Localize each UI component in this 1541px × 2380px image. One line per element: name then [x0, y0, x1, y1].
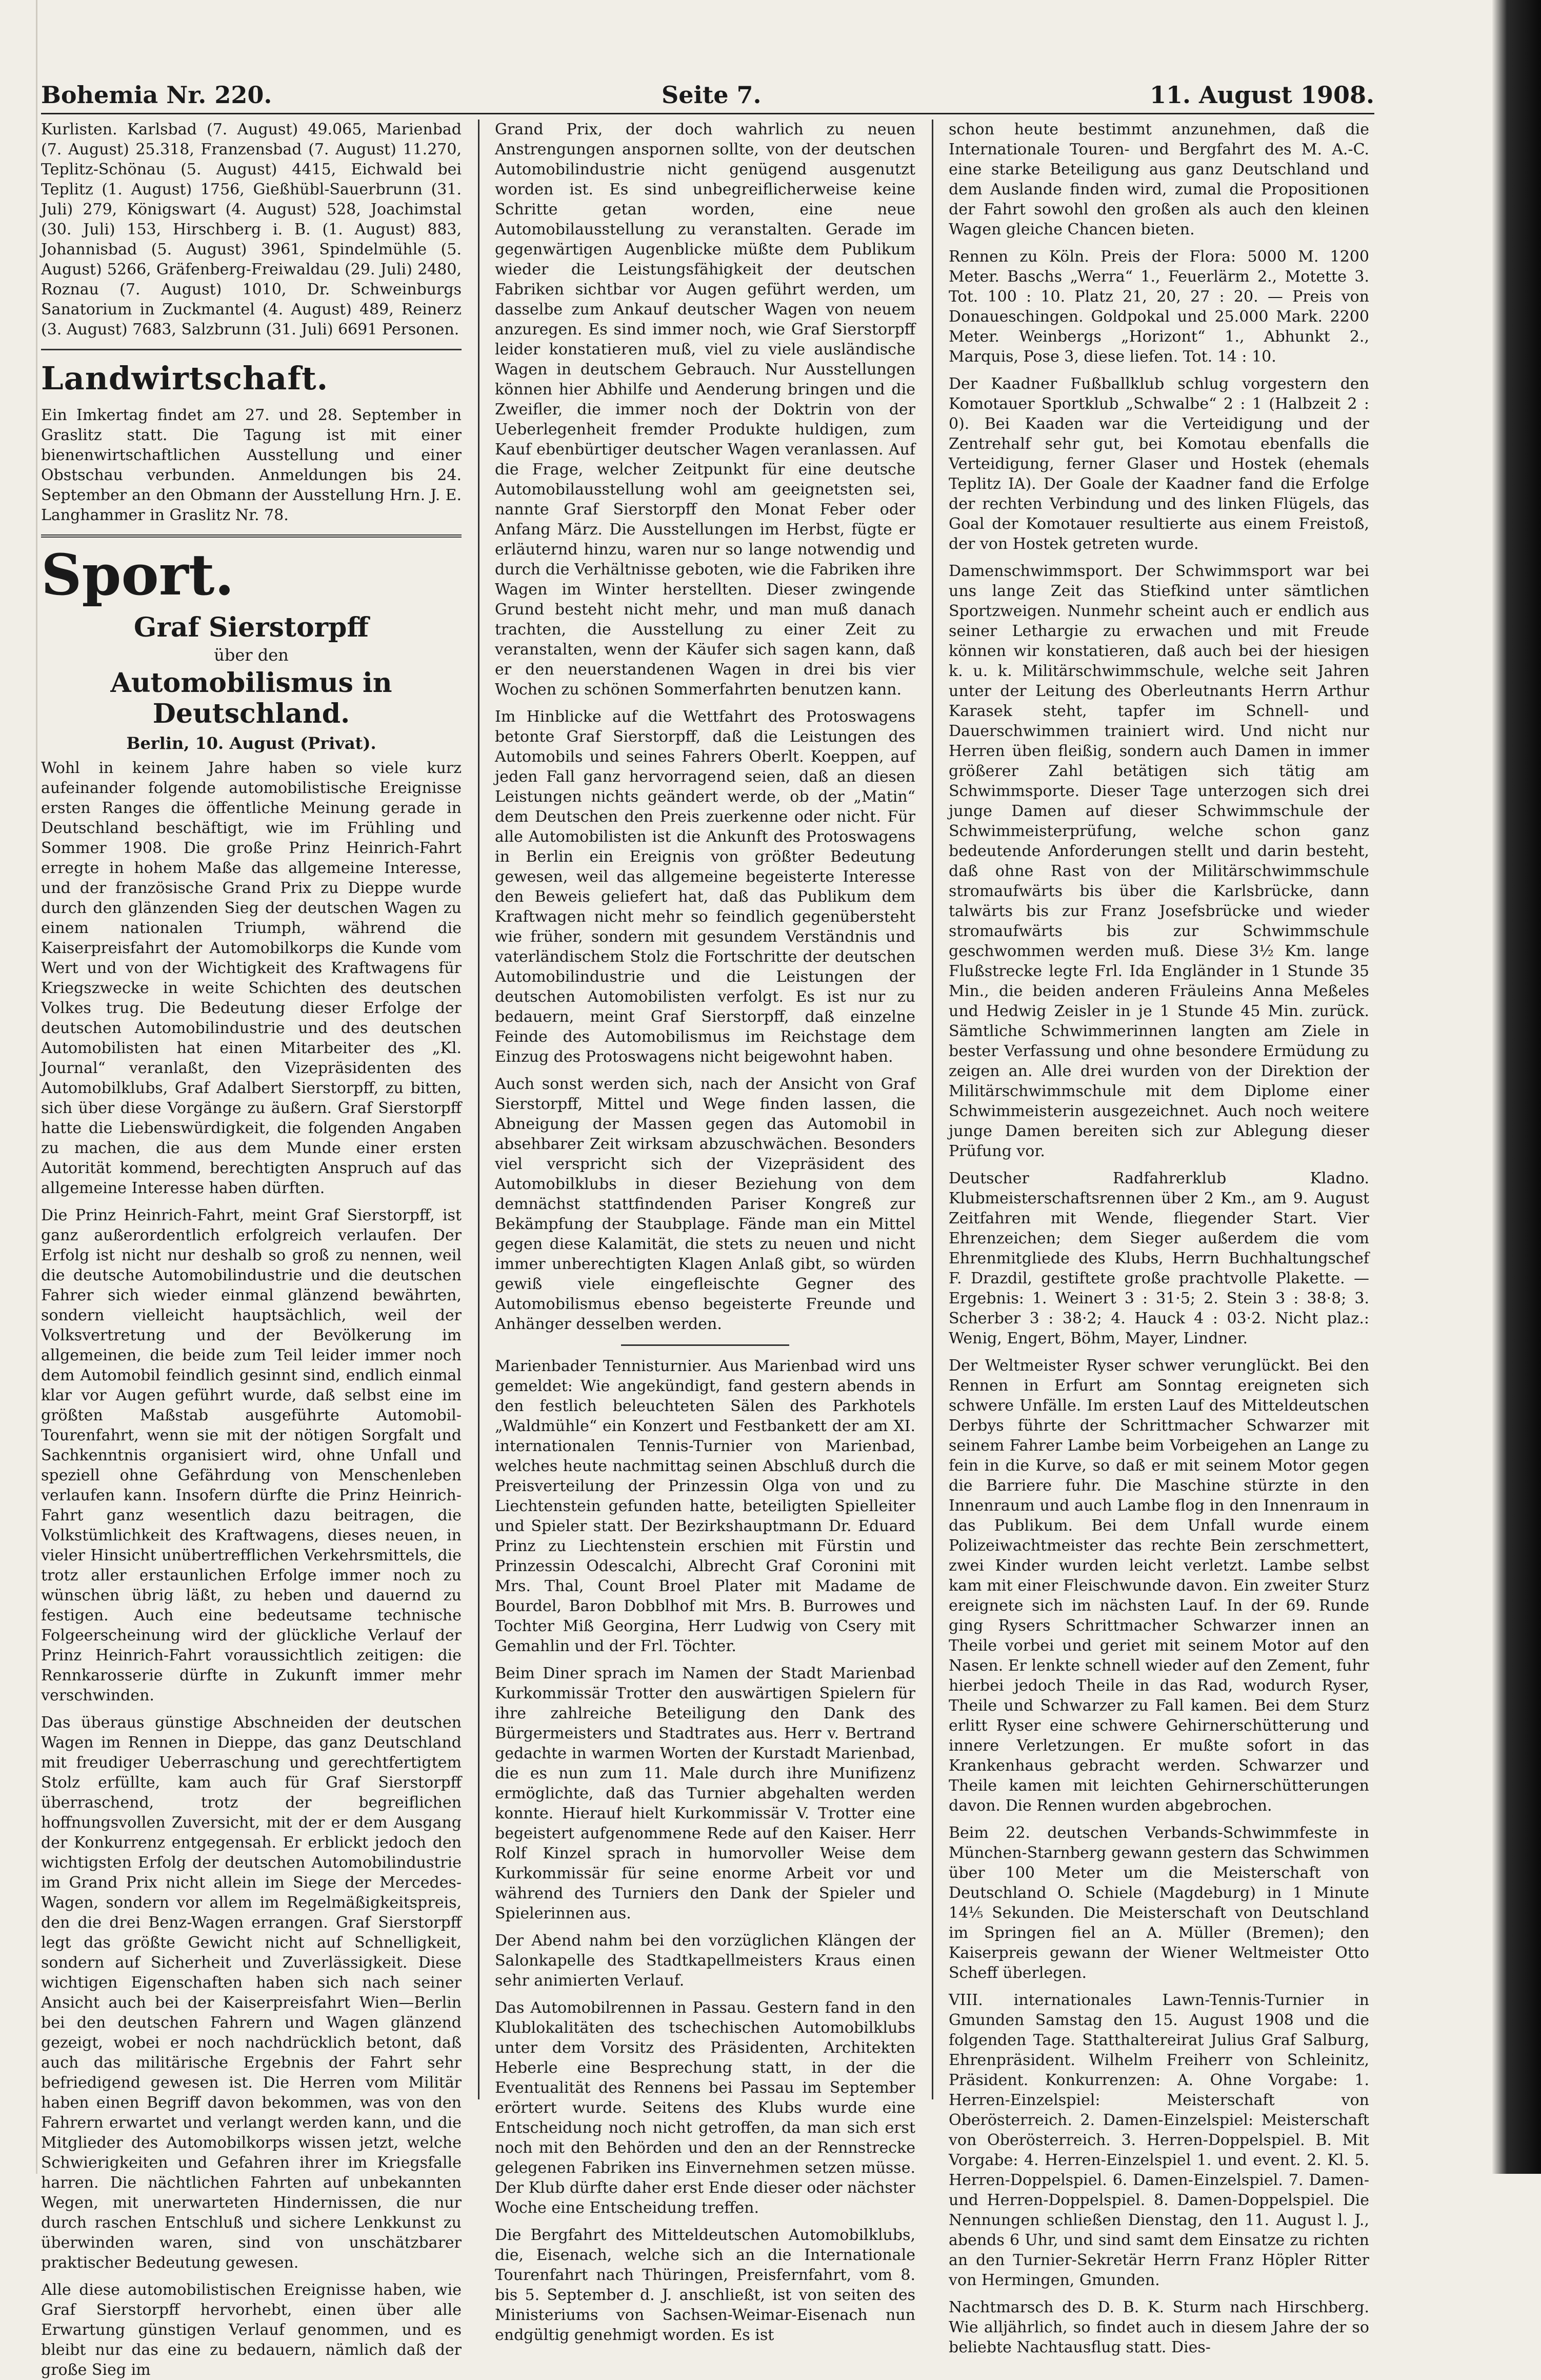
landwirtschaft-paragraph: Ein Imkertag findet am 27. und 28. September in Graslitz statt. Die Tagung ist mit einer bienenwirtschaftlichen Ausstellung und einer Obstschau verbunden. Anmeldungen bis 24. September an den Obmann der Ausstellung Hrn. J. E. Langhammer in Graslitz Nr. 78. [41, 406, 462, 524]
column-1 [41, 120, 462, 2379]
news-item-paragraph: Deutscher Radfahrerklub Kladno. Klubmeisterschaftsrennen über 2 Km., am 9. August Zeitfahren mit Wende, fliegender Start. Vier Ehrenzeichen; dem Sieger außerdem die vom Ehrenmitgliede des Klubs, Herrn Buchhaltungschef F. Drazdil, gestiftete große prachtvolle Plakette. — Ergebnis: 1. Weinert 3 : 31·5; 2. Stein 3 : 38·8; 3. Scherber 3 : 38·2; 4. Hauck 4 : 03·2. Nicht plaz.: Wenig, Engert, Böhm, Mayer, Lindner. [949, 1169, 1369, 1347]
article-title: Graf Sierstorpff [133, 612, 369, 643]
news-item-paragraph: Rennen zu Köln. Preis der Flora: 5000 M. 1200 Meter. Baschs „Werra“ 1., Feuerlärm 2., Motette 3. Tot. 100 : 10. Platz 21, 20, 27 : 20. — Preis von Donaueschingen. Goldpokal und 25.000 Mark. 2200 Meter. Weinbergs „Horizont“ 1., Abhunkt 2., Marquis, Pose 3, diese liefen. Tot. 14 : 10. [949, 248, 1369, 366]
header-page-number: Seite 7. [662, 81, 762, 109]
news-item-paragraph: schon heute bestimmt anzunehmen, daß die Internationale Touren- und Bergfahrt des M. A.-C. eine starke Beteiligung aus ganz Deutschland und dem Auslande finden wird, zumal die Propositionen der Fahrt sowohl den großen als auch den kleinen Wagen gleiche Chancen bieten. [949, 121, 1369, 239]
article-dateline: Berlin, 10. August (Privat). [126, 733, 376, 753]
column-rule [478, 120, 479, 2099]
news-item-paragraph: VIII. internationales Lawn-Tennis-Turnier in Gmunden Samstag den 15. August 1908 und die folgenden Tage. Statthaltereirat Julius Graf Salburg, Ehrenpräsident. Wilhelm Freiherr von Schleinitz, Präsident. Konkurrenzen: A. Ohne Vorgabe: 1. Herren-Einzelspiel: Meisterschaft von Oberösterreich. 2. Damen-Einzelspiel: Meisterschaft von Oberösterreich. 3. Herren-Doppelspiel. B. Mit Vorgabe: 4. Herren-Einzelspiel 1. und event. 2. Kl. 5. Herren-Doppelspiel. 6. Damen-Einzelspiel. 7. Damen- und Herren-Doppelspiel. 8. Damen-Doppelspiel. Die Nennungen schließen Dienstag, den 11. August l. J., abends 6 Uhr, und sind samt dem Einsatze zu richten an den Turnier-Sekretär Herrn Franz Höpler Ritter von Hermingen, Gmunden. [949, 1991, 1369, 2289]
section-divider [41, 349, 462, 350]
news-item-paragraph: Der Weltmeister Ryser schwer verunglückt. Bei den Rennen in Erfurt am Sonntag ereigneten sich schwere Unfälle. Im ersten Lauf des Mitteldeutschen Derbys führte der Schrittmacher Schwarzer mit seinem Fahrer Lambe beim Vorbeigehen an Lange zu fein in die Kurve, so daß er mit seinem Motor gegen die Barriere fuhr. Die Maschine stürzte in den Innenraum und auch Lambe flog in den Innenraum in das Publikum. Bei dem Unfall wurde einem Polizeiwachtmeister das rechte Bein zerschmettert, zwei Kinder wurden leicht verletzt. Lambe selbst kam mit einer Fleischwunde davon. Ein zweiter Sturz ereignete sich im nächsten Lauf. In der 69. Runde ging Rysers Schrittmacher Schwarzer innen an Theile vorbei und geriet mit seinem Motor auf den Nasen. Er lenkte schnell wieder auf den Zement, fuhr hierbei jedoch Theile in das Rad, wodurch Ryser, Theile und Schwarzer zu Fall kamen. Bei dem Sturz erlitt Ryser eine schwere Gehirnerschütterung und innere Verletzungen. Er mußte sofort in das Krankenhaus gebracht werden. Schwarzer und Theile kamen mit leichten Gehirnerschütterungen davon. Die Rennen wurden abgebrochen. [949, 1357, 1369, 1815]
article-divider [621, 1344, 789, 1346]
page-header [41, 77, 1374, 114]
news-item-paragraph: Beim 22. deutschen Verbands-Schwimmfeste in München-Starnberg gewann gestern das Schwimmen über 100 Meter um die Meisterschaft von Deutschland O. Schiele (Magdeburg) in 1 Minute 14⅕ Sekunden. Die Meisterschaft von Deutschland im Springen fiel an A. Müller (Bremen); den Kaiserpreis gewann der Wiener Weltmeister Otto Scheff überlegen. [949, 1824, 1369, 1982]
article-paragraph: Wohl in keinem Jahre haben so viele kurz aufeinander folgende automobilistische Ereignisse ersten Ranges die öffentliche Meinung gerade in Deutschland beschäftigt, wie im Frühling und Sommer 1908. Die große Prinz Heinrich-Fahrt erregte in hohem Maße das allgemeine Interesse, und der französische Grand Prix zu Dieppe wurde durch den glänzenden Sieg der deutschen Wagen zu einem nationalen Triumph, während die Kaiserpreisfahrt der Automobilkorps die Kunde vom Wert und von der Wichtigkeit des Kraftwagens für Kriegszwecke in weite Schichten des deutschen Volkes trug. Die Bedeutung dieser Erfolge der deutschen Automobilindustrie und des deutschen Automobilisten hat einen Mitarbeiter des „Kl. Journal“ veranlaßt, den Vizepräsidenten des Automobilklubs, Graf Adalbert Sierstorpff, zu bitten, sich über diese Vorgänge zu äußern. Graf Sierstorpff hatte die Liebenswürdigkeit, die folgenden Angaben zu machen, die aus dem Munde einer ersten Autorität kommend, berechtigten Anspruch auf das allgemeine Interesse haben dürften. [41, 759, 462, 1197]
news-item-paragraph: Der Kaadner Fußballklub schlug vorgestern den Komotauer Sportklub „Schwalbe“ 2 : 1 (Halbzeit 2 : 0). Bei Kaaden war die Verteidigung und der Zentrehalf sehr gut, bei Komotau ebenfalls die Verteidigung, ferner Glaser und Hostek (ehemals Teplitz IA). Der Goale der Kaadner fand die Erfolge der rechten Verbindung und des linken Flügels, das Goal der Komotauer resultierte aus einem Freistoß, der von Hostek getreten wurde. [949, 375, 1369, 553]
header-date: 11. August 1908. [1150, 81, 1374, 109]
section-heading-sport: Sport. [41, 542, 234, 608]
article-title: Automobilismus in Deutschland. [110, 667, 392, 729]
news-item-paragraph: Nachtmarsch des D. B. K. Sturm nach Hirschberg. Wie alljährlich, so findet auch in diesem Jahre der so beliebte Nachtausflug statt. Dies- [949, 2298, 1369, 2356]
newspaper-page [41, 77, 1374, 2379]
column-3 [949, 120, 1369, 2356]
news-item-paragraph: Der Abend nahm bei den vorzüglichen Klängen der Salonkapelle des Stadtkapellmeisters Kraus einen sehr animierten Verlauf. [495, 1932, 915, 1990]
news-item-paragraph: Beim Diner sprach im Namen der Stadt Marienbad Kurkommissär Trotter den auswärtigen Spielern für ihre zahlreiche Beteiligung den Dank des Bürgermeisters und Stadtrates aus. Herr v. Bertrand gedachte in warmen Worten der Kurstadt Marienbad, die es nun zum 11. Male durch ihre Munifizenz ermöglichte, daß das Turnier abgehalten werden konnte. Hierauf hielt Kurkommissär V. Trotter eine begeistert aufgenommene Rede auf den Kaiser. Herr Rolf Kinzel sprach in humorvoller Weise dem Kurkommissär für seine enorme Arbeit vor und während des Turniers den Dank der Spieler und Spielerinnen aus. [495, 1664, 915, 1922]
column-2 [495, 120, 915, 2344]
article-paragraph: Das überaus günstige Abschneiden der deutschen Wagen im Rennen in Dieppe, das ganz Deutschland mit freudiger Ueberraschung und gerechtfertigtem Stolz erfüllte, kam auch für Graf Sierstorpff überraschend, trotz der begreiflichen hoffnungsvollen Zuversicht, mit der er dem Ausgang der Konkurrenz entgegensah. Er erblickt jedoch den wichtigsten Erfolg der deutschen Automobilindustrie im Grand Prix nicht allein im Siege der Mercedes-Wagen, sondern vor allem im Regelmäßigkeitspreis, den die drei Benz-Wagen errangen. Graf Sierstorpff legt das größte Gewicht nicht auf Schnelligkeit, sondern auf Sicherheit und Zuverlässigkeit. Diese wichtigen Eigenschaften haben sich nach seiner Ansicht auch bei der Kaiserpreisfahrt Wien—Berlin bei den deutschen Fahrern und Wagen glänzend gezeigt, wobei er noch nachdrücklich betont, daß auch das militärische Ergebnis der Fahrt sehr befriedigend gewesen ist. Die Herren vom Militär haben einen Begriff davon bekommen, was von den Fahrern erwartet und verlangt werden kann, und die Mitglieder des Automobilkorps wissen jetzt, welche Schwierigkeiten und Gefahren ihrer im Kriegsfalle harren. Die nächtlichen Fahrten auf unbekannten Wegen, mit unerwarteten Hindernissen, die nur durch raschen Entschluß und sichere Lenkkunst zu überwinden waren, sind von unschätzbarer praktischer Bedeutung gewesen. [41, 1714, 462, 2272]
article-paragraph: Alle diese automobilistischen Ereignisse haben, wie Graf Sierstorpff hervorhebt, einen über alle Erwartung günstigen Verlauf genommen, und es bleibt nur das eine zu bedauern, nämlich daß der große Sieg im [41, 2281, 462, 2379]
section-divider [41, 534, 462, 538]
article-paragraph: Die Prinz Heinrich-Fahrt, meint Graf Sierstorpff, ist ganz außerordentlich erfolgreich verlaufen. Der Erfolg ist nicht nur deshalb so groß zu nennen, weil die deutsche Automobilindustrie und die deutschen Fahrer sich wieder einmal glänzend bewährten, sondern vielleicht hauptsächlich, weil der Volksvertretung und der Bevölkerung im allgemeinen, die beide zum Teil leider immer noch dem Automobil feindlich gesinnt sind, endlich einmal klar vor Augen geführt wurde, daß selbst eine im größten Maßstab ausgeführte Automobil-Tourenfahrt, wenn sie mit der nötigen Sorgfalt und Sachkenntnis organisiert wird, ohne Unfall und speziell ohne Gefährdung von Menschenleben verlaufen kann. Insofern dürfte die Prinz Heinrich-Fahrt ganz wesentlich dazu beitragen, die Volkstümlichkeit des Kraftwagens, dieses neuen, in vieler Hinsicht unübertrefflichen Verkehrsmittels, die trotz aller erstaunlichen Erfolge immer noch zu wünschen übrig läßt, zu heben und dauernd zu festigen. Auch eine bedeutsame technische Folgeerscheinung wird der glückliche Verlauf der Prinz Heinrich-Fahrt voraussichtlich zeitigen: die Rennkarosserie dürfte in Zukunft immer mehr verschwinden. [41, 1206, 462, 1704]
article-title-connector: über den [214, 645, 289, 665]
news-item-paragraph: Damenschwimmsport. Der Schwimmsport war bei uns lange Zeit das Stiefkind unter sämtlichen Sportzweigen. Nunmehr scheint auch er endlich aus seiner Lethargie zu erwachen und mit Freude können wir konstatieren, daß auch bei der hiesigen k. u. k. Militärschwimmschule, welche seit Jahren unter der Leitung des Oberleutnants Herrn Arthur Karasek steht, tapfer im Schnell- und Dauerschwimmen trainiert wird. Und nicht nur Herren üben fleißig, sondern auch Damen in immer größerer Zahl betätigen sich tätig am Schwimmsporte. Dieser Tage unterzogen sich drei junge Damen auf dieser Schwimmschule der Schwimmeisterprüfung, welche schon ganz bedeutende Anforderungen stellt und darin besteht, daß ohne Rast von der Militärschwimmschule stromaufwärts bis über die Karlsbrücke, dann talwärts bis zur Franz Josefsbrücke und wieder stromaufwärts bis zur Schwimmschule geschwommen werden muß. Diese 3½ Km. lange Flußstrecke legte Frl. Ida Engländer in 1 Stunde 35 Min., die beiden anderen Fräuleins Anna Meßeles und Hedwig Zeisler in je 1 Stunde 45 Min. zurück. Sämtliche Schwimmerinnen langten am Ziele in bester Verfassung und ohne besondere Ermüdung zu zeigen an. Alle drei wurden von der Direktion der Militärschwimmschule mit dem Diplome einer Schwimmeisterin ausgezeichnet. Auch noch weitere junge Damen bereiten sich zur Ablegung dieser Prüfung vor. [949, 562, 1369, 1160]
scan-dark-edge [1492, 0, 1541, 2174]
scan-edge-line [36, 0, 37, 2174]
columns [41, 114, 1374, 2379]
news-item-paragraph: Das Automobilrennen in Passau. Gestern fand in den Klublokalitäten des tschechischen Automobilklubs unter dem Vorsitz des Präsidenten, Architekten Heberle eine Besprechung statt, in der die Eventualität des Rennens bei Passau im September erörtert wurde. Seitens des Klubs wurde eine Entscheidung noch nicht getroffen, da man sich erst noch mit den Behörden und den an der Rennstrecke gelegenen Fabriken ins Einvernehmen setzen müsse. Der Klub dürfte daher erst Ende dieser oder nächster Woche eine Entscheidung treffen. [495, 1999, 915, 2217]
column-rule [932, 120, 933, 2099]
article-paragraph: Auch sonst werden sich, nach der Ansicht von Graf Sierstorpff, Mittel und Wege finden lassen, die Abneigung der Massen gegen das Automobil in absehbarer Zeit wirksam abzuschwächen. Besonders viel verspricht sich der Vizepräsident des Automobilklubs in dieser Beziehung von dem demnächst stattfindenden Pariser Kongreß zur Bekämpfung der Staubplage. Fände man ein Mittel gegen diese Kalamität, die stets zu neuen und nicht immer unberechtigten Klagen Anlaß gibt, so würden gewiß viele eingefleischte Gegner des Automobilismus ebenso begeisterte Freunde und Anhänger desselben werden. [495, 1075, 915, 1333]
news-item-paragraph: Marienbader Tennisturnier. Aus Marienbad wird uns gemeldet: Wie angekündigt, fand gestern abends in den festlich beleuchteten Sälen des Parkhotels „Waldmühle“ ein Konzert und Festbankett der am XI. internationalen Tennis-Turnier von Marienbad, welches heute nachmittag seinen Abschluß durch die Preisverteilung der Prinzessin Olga von und zu Liechtenstein gefunden hatte, beteiligten Spielleiter und Spieler statt. Der Bezirkshauptmann Dr. Eduard Prinz zu Liechtenstein erschien mit Fürstin und Prinzessin Odescalchi, Albrecht Graf Coronini mit Mrs. Thal, Count Broel Plater mit Madame de Bourdel, Baron Dobblhof mit Mrs. B. Burrowes und Tochter Miß Georgina, Herr Ludwig von Csery mit Gemahlin und der Frl. Töchter. [495, 1357, 915, 1655]
kurlisten-paragraph: Kurlisten. Karlsbad (7. August) 49.065, Marienbad (7. August) 25.318, Franzensbad (7. August) 11.270, Teplitz-Schönau (5. August) 4415, Eichwald bei Teplitz (1. August) 1756, Gießhübl-Sauerbrunn (31. Juli) 279, Königswart (4. August) 528, Joachimstal (30. Juli) 153, Hirschberg i. B. (1. August) 883, Johannisbad (5. August) 3961, Spindelmühle (5. August) 5266, Gräfenberg-Freiwaldau (29. Juli) 2480, Roznau (7. August) 1010, Dr. Schweinburgs Sanatorium in Zuckmantel (4. August) 489, Reinerz (3. August) 7683, Salzbrunn (31. Juli) 6691 Personen. [41, 121, 462, 339]
header-publication: Bohemia Nr. 220. [41, 81, 272, 109]
article-paragraph: Grand Prix, der doch wahrlich zu neuen Anstrengungen anspornen sollte, von der deutschen Automobilindustrie nicht genügend ausgenutzt worden ist. Es sind unbegreiflicherweise keine Schritte getan worden, eine neue Automobilausstellung zu veranstalten. Gerade im gegenwärtigen Augenblicke müßte dem Publikum wieder die Leistungsfähigkeit der deutschen Fabriken sichtbar vor Augen geführt werden, um dasselbe zum Ankauf deutscher Wagen von neuem anzuregen. Es sind immer noch, wie Graf Sierstorpff leider konstatieren muß, viel zu viele ausländische Wagen in deutschem Gebrauch. Nur Ausstellungen können hier Abhilfe und Aenderung bringen und die Zweifler, die immer noch der Doktrin von der Ueberlegenheit fremder Produkte huldigen, zum Kauf ebenbürtiger deutscher Wagen veranlassen. Auf die Frage, welcher Zeitpunkt für eine deutsche Automobilausstellung wohl am geeignetsten sei, nannte Graf Sierstorpff den Monat Feber oder Anfang März. Die Ausstellungen im Herbst, fügte er erläuternd hinzu, waren nur so lange notwendig und durch die Verhältnisse geboten, wie die Fabriken ihre Wagen im Winter herstellten. Dieser zwingende Grund besteht nicht mehr, und man muß danach trachten, die Ausstellung zu einer Zeit zu veranstalten, wenn der Käufer sich sagen kann, daß er den neuerstandenen Wagen in drei bis vier Wochen zu schönen Sommerfahrten benutzen kann. [495, 121, 915, 699]
article-paragraph: Im Hinblicke auf die Wettfahrt des Protoswagens betonte Graf Sierstorpff, daß die Leistungen des Automobils und seines Fahrers Oberlt. Koeppen, auf jeden Fall ganz hervorragend seien, daß an diesen Leistungen nichts geändert werde, ob der „Matin“ dem Deutschen den Preis zuerkenne oder nicht. Für alle Automobilisten ist die Ankunft des Protoswagens in Berlin ein Ereignis von größter Bedeutung gewesen, weil das allgemeine begeisterte Interesse den Beweis geliefert hat, daß das Publikum dem Kraftwagen nicht mehr so feindlich gegenübersteht wie früher, sondern mit gesundem Verständnis und vaterländischem Stolz die Fortschritte der deutschen Automobilindustrie und die Leistungen der deutschen Automobilisten verfolgt. Es ist nur zu bedauern, meint Graf Sierstorpff, daß einzelne Feinde des Automobilismus im Reichstage dem Einzug des Protoswagens nicht beigewohnt haben. [495, 708, 915, 1066]
section-heading-landwirtschaft: Landwirtschaft. [41, 360, 329, 397]
news-item-paragraph: Die Bergfahrt des Mitteldeutschen Automobilklubs, die, Eisenach, welche sich an die Internationale Tourenfahrt nach Thüringen, Preisfernfahrt, vom 8. bis 5. September d. J. anschließt, ist von seiten des Ministeriums von Sachsen-Weimar-Eisenach nun endgültig genehmigt worden. Es ist [495, 2226, 915, 2344]
